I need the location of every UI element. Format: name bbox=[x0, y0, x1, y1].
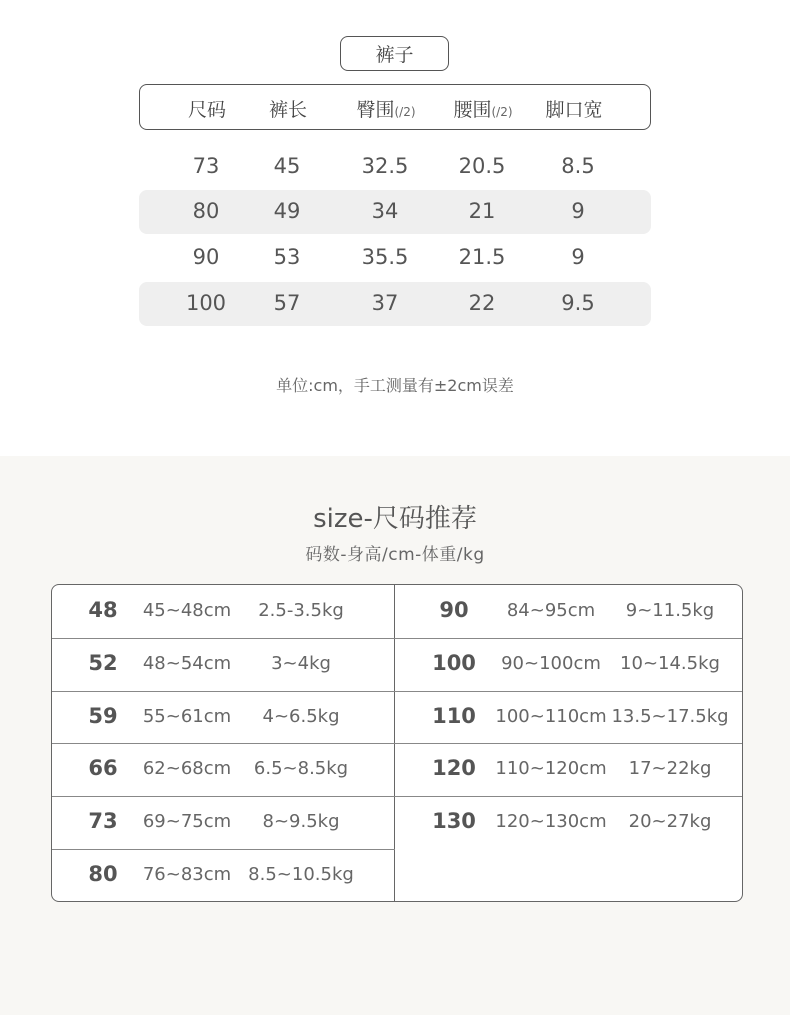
size-code: 73 bbox=[88, 809, 118, 834]
height-range: 48~54cm bbox=[142, 652, 232, 674]
row-divider bbox=[52, 638, 742, 639]
weight-range: 10~14.5kg bbox=[620, 652, 720, 674]
weight-range: 3~4kg bbox=[271, 652, 331, 674]
table-cell: 32.5 bbox=[361, 154, 409, 178]
table-cell: 53 bbox=[273, 245, 301, 269]
height-range: 45~48cm bbox=[142, 600, 232, 621]
header-hip: 臀围(/2) bbox=[356, 99, 416, 121]
height-range: 69~75cm bbox=[142, 811, 232, 833]
header-size: 尺码 bbox=[187, 99, 227, 121]
table-cell: 8.5 bbox=[561, 154, 595, 178]
table-cell: 35.5 bbox=[361, 245, 409, 269]
height-range: 76~83cm bbox=[142, 864, 232, 885]
size-code: 80 bbox=[88, 862, 118, 886]
weight-range: 9~11.5kg bbox=[625, 600, 715, 621]
size-code: 48 bbox=[88, 598, 118, 622]
size-recommendation-section bbox=[0, 456, 790, 1015]
table-cell: 22 bbox=[468, 291, 496, 315]
size-code: 59 bbox=[88, 703, 118, 728]
size-code: 66 bbox=[88, 756, 118, 781]
weight-range: 20~27kg bbox=[628, 811, 712, 833]
size-code: 100 bbox=[432, 650, 476, 675]
height-range: 120~130cm bbox=[495, 811, 607, 833]
weight-range: 8.5~10.5kg bbox=[248, 864, 354, 885]
table-cell: 100 bbox=[185, 291, 227, 315]
header-waist: 腰围(/2) bbox=[453, 99, 513, 121]
height-range: 100~110cm bbox=[495, 705, 607, 727]
table-cell: 73 bbox=[192, 154, 220, 178]
size-code: 110 bbox=[432, 703, 476, 728]
table-cell: 20.5 bbox=[458, 154, 506, 178]
table-cell: 21 bbox=[468, 199, 496, 223]
measurement-note: 单位:cm，手工测量有±2cm误差 bbox=[276, 376, 514, 395]
size-code: 90 bbox=[439, 598, 469, 622]
table-cell: 21.5 bbox=[458, 245, 506, 269]
table-title: 裤子 bbox=[340, 36, 449, 71]
table-row bbox=[139, 236, 651, 280]
height-range: 84~95cm bbox=[506, 600, 596, 621]
size-code: 130 bbox=[432, 809, 476, 834]
table-header bbox=[139, 84, 651, 130]
height-range: 110~120cm bbox=[495, 758, 607, 780]
weight-range: 13.5~17.5kg bbox=[611, 705, 729, 727]
weight-range: 8~9.5kg bbox=[262, 811, 340, 833]
size-guide-subtitle: 码数-身高/cm-体重/kg bbox=[305, 545, 485, 565]
height-range: 62~68cm bbox=[142, 758, 232, 780]
row-divider bbox=[52, 849, 395, 850]
size-guide-table bbox=[51, 584, 743, 902]
weight-range: 4~6.5kg bbox=[262, 705, 340, 727]
table-cell: 90 bbox=[192, 245, 220, 269]
table-cell: 9 bbox=[571, 199, 585, 223]
height-range: 55~61cm bbox=[142, 705, 232, 727]
table-cell: 57 bbox=[273, 291, 301, 315]
table-cell: 34 bbox=[371, 199, 399, 223]
table-cell: 49 bbox=[273, 199, 301, 223]
row-divider bbox=[52, 796, 742, 797]
table-cell: 9 bbox=[571, 245, 585, 269]
row-divider bbox=[52, 743, 742, 744]
table-row bbox=[139, 145, 651, 189]
height-range: 90~100cm bbox=[501, 652, 601, 674]
size-guide-title: size-尺码推荐 bbox=[313, 504, 477, 534]
table-row bbox=[139, 190, 651, 234]
size-code: 120 bbox=[432, 756, 476, 781]
size-code: 52 bbox=[88, 650, 118, 675]
header-leg-opening: 脚口宽 bbox=[545, 99, 603, 121]
weight-range: 2.5-3.5kg bbox=[258, 600, 344, 621]
weight-range: 17~22kg bbox=[628, 758, 712, 780]
pants-size-section bbox=[0, 0, 790, 456]
table-cell: 80 bbox=[192, 199, 220, 223]
table-cell: 45 bbox=[273, 154, 301, 178]
header-length: 裤长 bbox=[268, 99, 308, 121]
table-cell: 37 bbox=[371, 291, 399, 315]
table-cell: 9.5 bbox=[561, 291, 595, 315]
row-divider bbox=[52, 691, 742, 692]
table-row bbox=[139, 282, 651, 326]
weight-range: 6.5~8.5kg bbox=[253, 758, 349, 780]
